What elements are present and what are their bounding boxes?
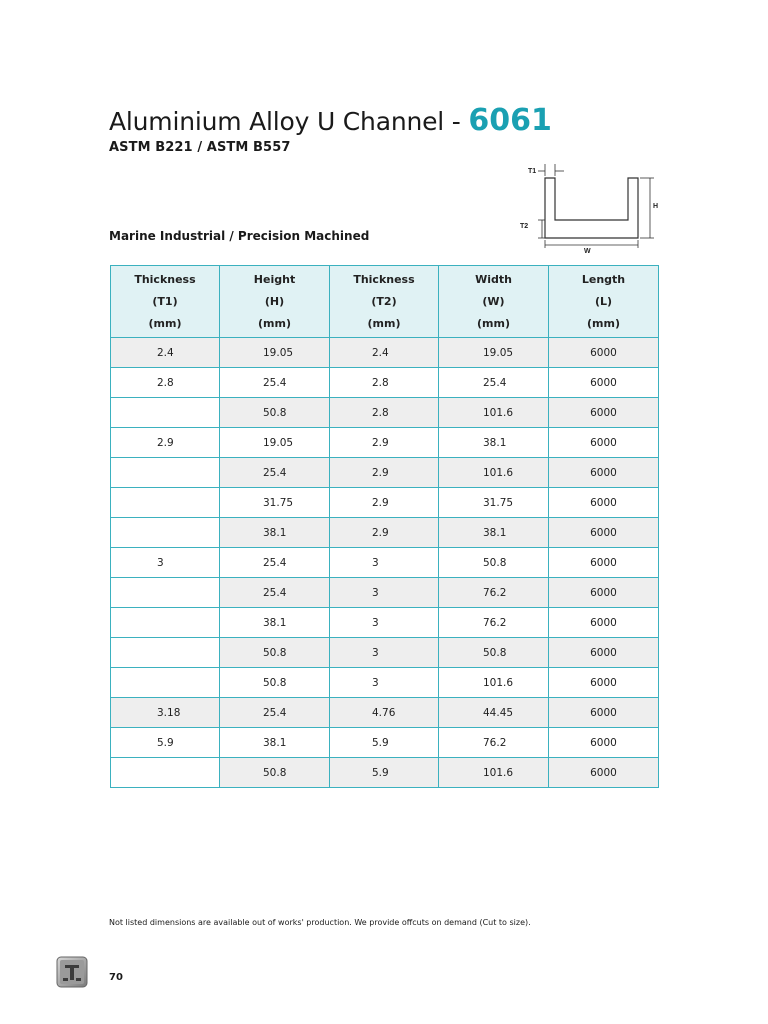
- column-header-line3: (mm): [148, 316, 182, 330]
- cell-length: 6000: [549, 758, 659, 788]
- cell-width: 101.6: [439, 758, 549, 788]
- cell-thickness-t1: [111, 458, 220, 488]
- table-row: [111, 368, 659, 398]
- cell-thickness-t2: 3: [330, 668, 439, 698]
- column-header: [111, 266, 220, 338]
- cell-length: 6000: [549, 728, 659, 758]
- diagram-label-w: W: [584, 248, 591, 255]
- cell-height: 19.05: [220, 428, 330, 458]
- column-header-line1: Width: [475, 272, 512, 286]
- cell-length: 6000: [549, 698, 659, 728]
- page-title: [109, 103, 552, 138]
- cell-length: 6000: [549, 578, 659, 608]
- column-header-line1: Height: [253, 272, 296, 286]
- cell-height: 19.05: [220, 338, 330, 368]
- cell-length: 6000: [549, 638, 659, 668]
- cell-width: 76.2: [439, 728, 549, 758]
- table-row: [111, 698, 659, 728]
- table-row: [111, 578, 659, 608]
- u-channel-diagram-icon: [518, 160, 664, 256]
- cell-width: 31.75: [439, 488, 549, 518]
- table-row: [111, 458, 659, 488]
- cell-thickness-t1: [111, 518, 220, 548]
- column-header-line3: (mm): [477, 316, 510, 330]
- cell-width: 101.6: [439, 668, 549, 698]
- cell-length: 6000: [549, 338, 659, 368]
- page-number: 70: [109, 972, 123, 983]
- cell-thickness-t1: [111, 488, 220, 518]
- column-header-line1: Thickness: [134, 272, 196, 286]
- cell-thickness-t2: 2.8: [330, 368, 439, 398]
- column-header-line3: (mm): [258, 316, 291, 330]
- footnote: Not listed dimensions are available out of works' production. We provide offcuts on demand (Cut to size).: [109, 918, 531, 927]
- column-header: [439, 266, 549, 338]
- cell-width: 38.1: [439, 428, 549, 458]
- cell-thickness-t1: [111, 638, 220, 668]
- cell-width: 19.05: [439, 338, 549, 368]
- cell-length: 6000: [549, 518, 659, 548]
- column-header-line2: (W): [482, 294, 505, 308]
- table-row: [111, 488, 659, 518]
- cell-width: 38.1: [439, 518, 549, 548]
- table-row: [111, 668, 659, 698]
- cell-length: 6000: [549, 548, 659, 578]
- cell-length: 6000: [549, 488, 659, 518]
- cell-thickness-t2: 2.4: [330, 338, 439, 368]
- cell-width: 76.2: [439, 608, 549, 638]
- cell-width: 50.8: [439, 548, 549, 578]
- cell-height: 25.4: [220, 368, 330, 398]
- cell-height: 25.4: [220, 458, 330, 488]
- table-row: [111, 548, 659, 578]
- cell-height: 38.1: [220, 518, 330, 548]
- cell-thickness-t2: 5.9: [330, 758, 439, 788]
- cell-thickness-t1: [111, 608, 220, 638]
- cell-thickness-t1: [111, 398, 220, 428]
- company-logo-icon: [56, 956, 88, 988]
- cell-height: 25.4: [220, 578, 330, 608]
- cell-thickness-t2: 3: [330, 608, 439, 638]
- cell-thickness-t2: 5.9: [330, 728, 439, 758]
- cell-length: 6000: [549, 368, 659, 398]
- cell-width: 101.6: [439, 398, 549, 428]
- cell-width: 76.2: [439, 578, 549, 608]
- cell-length: 6000: [549, 398, 659, 428]
- cell-thickness-t1: [111, 668, 220, 698]
- standards-subtitle: ASTM B221 / ASTM B557: [109, 140, 291, 155]
- cell-length: 6000: [549, 668, 659, 698]
- application-category: Marine Industrial / Precision Machined: [109, 229, 370, 243]
- cell-thickness-t1: [111, 758, 220, 788]
- table-row: [111, 608, 659, 638]
- column-header-line2: (T1): [152, 294, 178, 308]
- cell-thickness-t1: 5.9: [111, 728, 220, 758]
- cell-height: 50.8: [220, 398, 330, 428]
- cell-height: 38.1: [220, 608, 330, 638]
- column-header-line2: (H): [264, 294, 285, 308]
- cell-thickness-t2: 2.9: [330, 428, 439, 458]
- cell-thickness-t2: 3: [330, 548, 439, 578]
- table-row: [111, 518, 659, 548]
- table-row: [111, 398, 659, 428]
- cell-thickness-t2: 2.9: [330, 458, 439, 488]
- cell-thickness-t1: 2.4: [111, 338, 220, 368]
- cell-thickness-t2: 3: [330, 578, 439, 608]
- cell-thickness-t2: 4.76: [330, 698, 439, 728]
- column-header-line1: Thickness: [353, 272, 415, 286]
- column-header: [330, 266, 439, 338]
- cell-height: 25.4: [220, 698, 330, 728]
- cell-length: 6000: [549, 608, 659, 638]
- title-alloy-grade: 6061: [468, 103, 552, 138]
- cell-height: 50.8: [220, 668, 330, 698]
- column-header: [549, 266, 659, 338]
- table-row: [111, 338, 659, 368]
- cell-length: 6000: [549, 428, 659, 458]
- column-header-line3: (mm): [587, 316, 620, 330]
- cell-height: 50.8: [220, 758, 330, 788]
- cell-width: 50.8: [439, 638, 549, 668]
- cell-height: 31.75: [220, 488, 330, 518]
- column-header-line3: (mm): [367, 316, 401, 330]
- cell-thickness-t2: 2.8: [330, 398, 439, 428]
- dimensions-table: [110, 265, 659, 788]
- column-header-line2: (L): [594, 294, 613, 308]
- cell-thickness-t1: 2.9: [111, 428, 220, 458]
- cell-height: 50.8: [220, 638, 330, 668]
- table-row: [111, 758, 659, 788]
- column-header-line2: (T2): [371, 294, 397, 308]
- cell-thickness-t1: 2.8: [111, 368, 220, 398]
- table-row: [111, 428, 659, 458]
- diagram-label-t1: T1: [528, 168, 537, 175]
- cell-thickness-t1: 3: [111, 548, 220, 578]
- cell-thickness-t2: 2.9: [330, 518, 439, 548]
- cell-thickness-t2: 3: [330, 638, 439, 668]
- column-header-line1: Length: [581, 272, 626, 286]
- cell-thickness-t2: 2.9: [330, 488, 439, 518]
- table-row: [111, 728, 659, 758]
- diagram-label-h: H: [653, 203, 659, 210]
- cell-height: 25.4: [220, 548, 330, 578]
- cell-thickness-t1: [111, 578, 220, 608]
- table-body: [111, 338, 659, 788]
- cell-length: 6000: [549, 458, 659, 488]
- title-prefix: Aluminium Alloy U Channel -: [109, 107, 469, 136]
- cell-width: 44.45: [439, 698, 549, 728]
- cell-thickness-t1: 3.18: [111, 698, 220, 728]
- cell-width: 101.6: [439, 458, 549, 488]
- column-header: [220, 266, 330, 338]
- cell-height: 38.1: [220, 728, 330, 758]
- table-header-row: [111, 266, 659, 338]
- cell-width: 25.4: [439, 368, 549, 398]
- table-row: [111, 638, 659, 668]
- diagram-label-t2: T2: [520, 223, 529, 230]
